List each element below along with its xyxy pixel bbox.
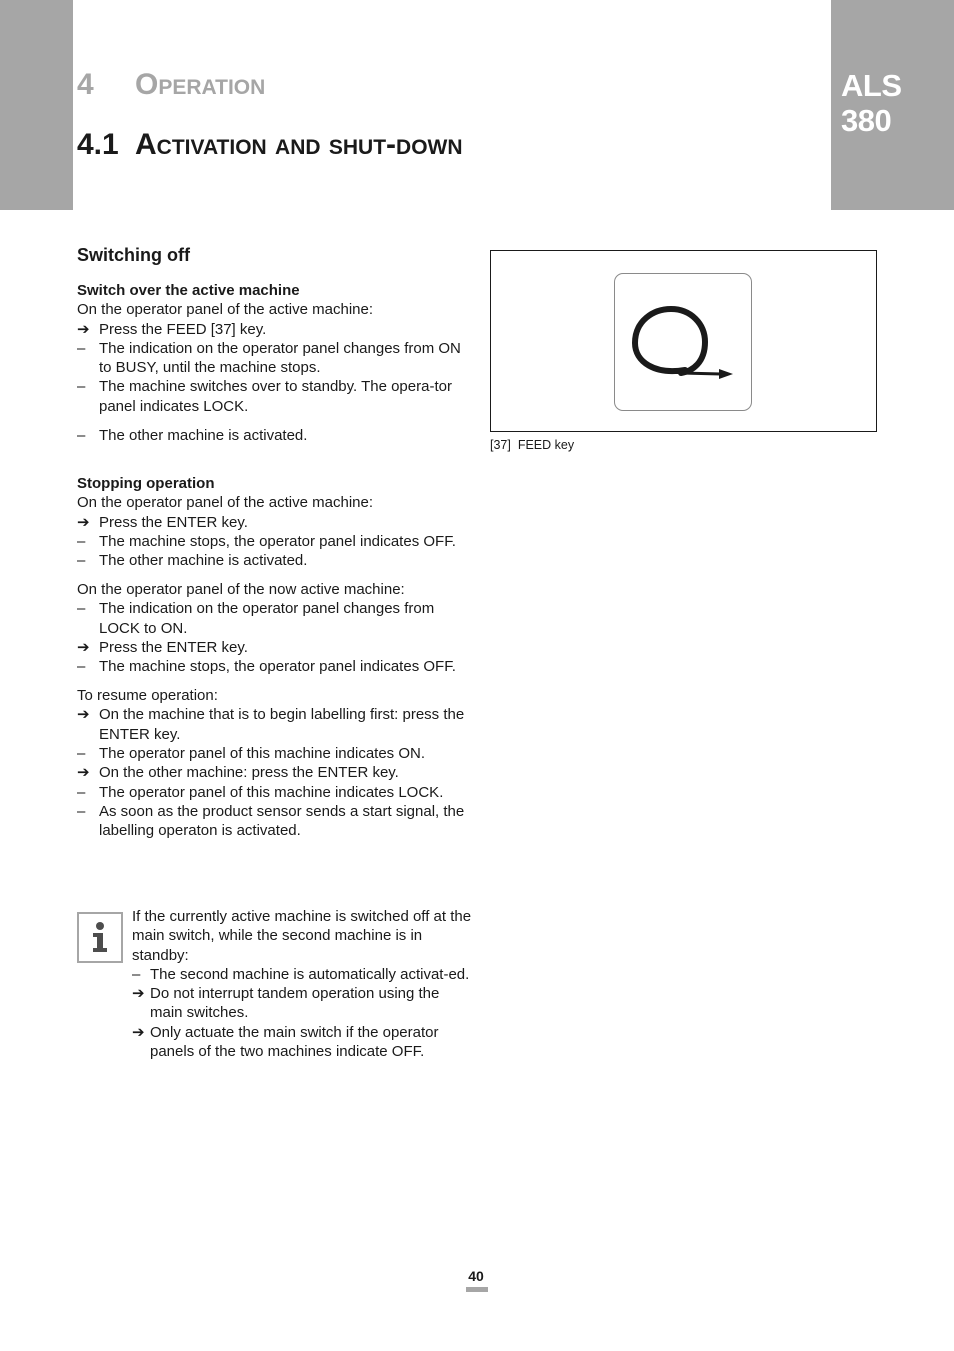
list-item: ➔ Press the FEED [37] key.	[77, 320, 267, 338]
info-note	[132, 907, 472, 1061]
section-title-text: Activation and shut-down	[135, 128, 463, 161]
list-marker: –	[77, 426, 86, 444]
model-line2: 380	[841, 103, 892, 138]
model-label	[841, 68, 902, 138]
list-marker: ➔	[132, 985, 145, 1003]
list-marker: –	[77, 600, 86, 618]
list-item: – As soon as the product sensor sends a start signal, the labelling operaton is activated.	[77, 802, 465, 840]
heading-switching-off: Switching off	[77, 245, 190, 265]
page-number-bar	[466, 1287, 488, 1292]
list-item: – The other machine is activated.	[77, 426, 308, 444]
list-item: ➔ Press the ENTER key.	[77, 513, 248, 531]
section-title	[77, 128, 463, 162]
switch-over-title: Switch over the active machine	[77, 282, 300, 299]
list-item: ➔ Only actuate the main switch if the operator panels of the two machines indicate OFF.	[132, 1023, 439, 1061]
section-number: 4.1	[77, 128, 119, 161]
stopping-title: Stopping operation	[77, 475, 215, 492]
switch-over-block	[77, 281, 472, 445]
model-line1: ALS	[841, 68, 902, 103]
list-marker: ➔	[77, 320, 90, 338]
list-item: ➔ Press the ENTER key.	[77, 638, 248, 656]
list-marker: ➔	[77, 706, 90, 724]
list-item: ➔ Do not interrupt tandem operation using the main switches.	[132, 985, 440, 1022]
list-marker: ➔	[77, 638, 90, 656]
list-item: – The machine switches over to standby. The opera-tor panel indicates LOCK.	[77, 378, 452, 415]
list-marker: –	[77, 658, 86, 676]
note-text: If the currently active machine is switched off at the main switch, while the second machine is in standby:	[132, 908, 472, 964]
list-item: – The second machine is automatically activat-ed.	[132, 965, 470, 983]
header-band-left	[0, 0, 73, 210]
page-number: 40	[468, 1268, 484, 1284]
list-marker: –	[77, 783, 86, 801]
stopping-intro-2: On the operator panel of the now active machine:	[77, 581, 405, 599]
list-marker: –	[77, 378, 86, 396]
list-marker: ➔	[132, 1023, 145, 1041]
chapter-title	[77, 68, 265, 102]
list-marker: –	[77, 745, 86, 763]
list-item: – The operator panel of this machine indicates LOCK.	[77, 783, 444, 801]
stopping-intro: On the operator panel of the active machine:	[77, 494, 374, 512]
caption-ref: [37]	[490, 438, 511, 452]
list-item: – The operator panel of this machine indicates ON.	[77, 745, 426, 763]
list-item: – The machine stops, the operator panel indicates OFF.	[77, 658, 456, 676]
list-item: ➔ On the machine that is to begin labelling first: press the ENTER key.	[77, 706, 465, 743]
list-item: – The indication on the operator panel changes from ON to BUSY, until the machine stops.	[77, 339, 461, 377]
chapter-title-text: Operation	[135, 68, 266, 101]
list-marker: –	[77, 552, 86, 570]
list-item: – The machine stops, the operator panel indicates OFF.	[77, 532, 456, 550]
list-marker: ➔	[77, 764, 90, 782]
list-item: ➔ On the other machine: press the ENTER key.	[77, 764, 399, 782]
figure-caption	[490, 438, 574, 452]
feed-key-figure	[490, 250, 877, 432]
list-item: – The indication on the operator panel changes from LOCK to ON.	[77, 600, 435, 637]
list-marker: ➔	[77, 513, 90, 531]
stopping-block	[77, 474, 472, 841]
info-icon	[77, 912, 123, 963]
caption-text: FEED key	[517, 438, 575, 452]
switch-over-intro: On the operator panel of the active machine:	[77, 301, 374, 319]
switch-over-list	[77, 320, 472, 416]
list-marker: –	[132, 965, 141, 983]
list-marker: –	[77, 802, 86, 820]
list-marker: –	[77, 339, 86, 357]
chapter-number: 4	[77, 68, 94, 101]
stopping-intro-3: To resume operation:	[77, 687, 218, 705]
list-item: – The other machine is activated.	[77, 552, 308, 570]
feed-key-icon	[614, 273, 752, 411]
list-marker: –	[77, 532, 86, 550]
